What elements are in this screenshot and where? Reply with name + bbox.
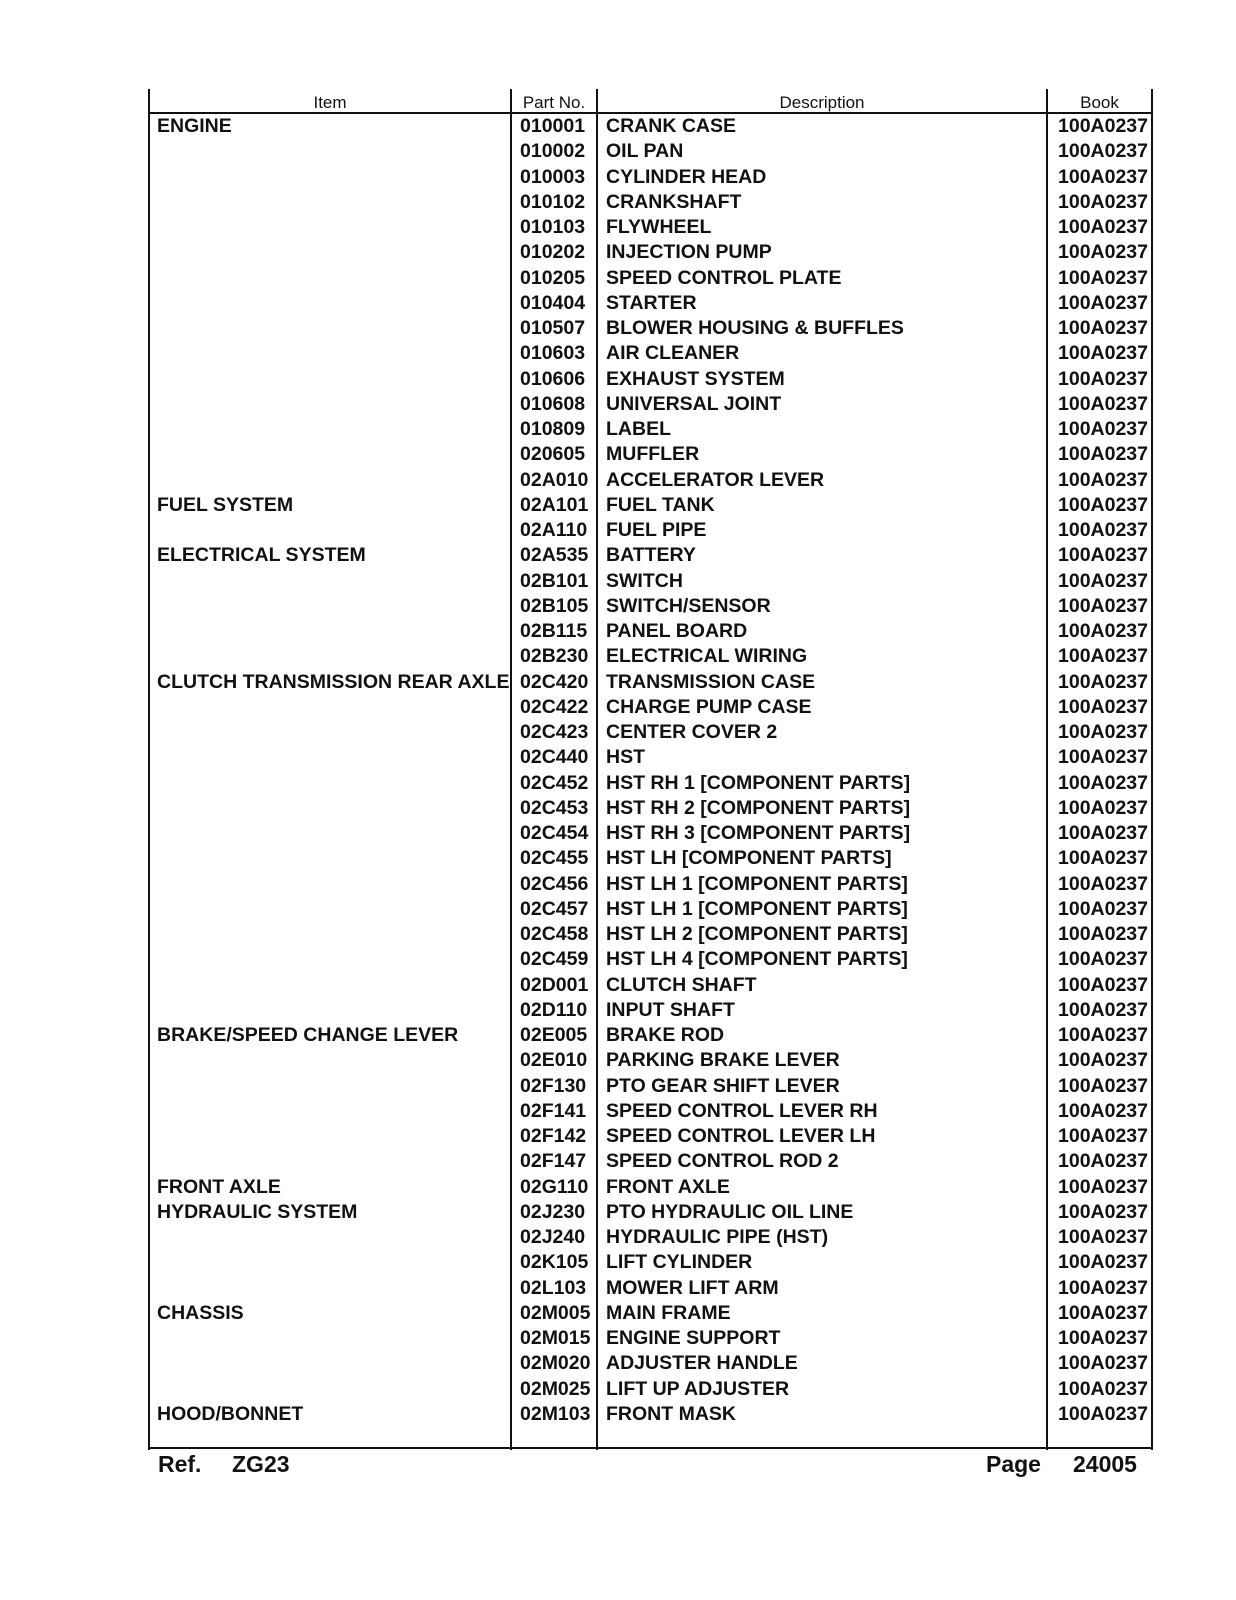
row-part-no: 02K105 bbox=[520, 1251, 589, 1274]
row-description: ACCELERATOR LEVER bbox=[606, 468, 825, 491]
table-row bbox=[0, 594, 1236, 619]
row-book: 100A0237 bbox=[1058, 216, 1148, 238]
row-part-no: 02C454 bbox=[520, 822, 589, 844]
row-book: 100A0237 bbox=[1058, 317, 1148, 339]
row-part-no: 02A010 bbox=[520, 468, 589, 491]
row-book: 100A0237 bbox=[1058, 1074, 1148, 1097]
footer-ref-value: ZG23 bbox=[232, 1451, 290, 1477]
table-row bbox=[0, 846, 1236, 871]
table-row bbox=[0, 417, 1236, 442]
row-book: 100A0237 bbox=[1058, 468, 1148, 491]
row-part-no: 02F147 bbox=[520, 1150, 587, 1173]
header-description: Description bbox=[779, 93, 865, 112]
row-description: SWITCH/SENSOR bbox=[606, 594, 771, 617]
table-row bbox=[0, 1276, 1236, 1301]
row-book: 100A0237 bbox=[1058, 1099, 1148, 1122]
table-row bbox=[0, 518, 1236, 543]
row-description: SPEED CONTROL ROD 2 bbox=[606, 1150, 839, 1173]
row-part-no: 02C453 bbox=[520, 796, 589, 819]
row-description: SPEED CONTROL LEVER LH bbox=[606, 1125, 876, 1147]
row-description: PTO HYDRAULIC OIL LINE bbox=[606, 1200, 854, 1223]
row-part-no: 010003 bbox=[520, 165, 586, 188]
row-description: HST LH 2 [COMPONENT PARTS] bbox=[606, 923, 908, 945]
row-item: HYDRAULIC SYSTEM bbox=[157, 1200, 358, 1223]
row-book: 100A0237 bbox=[1058, 1226, 1148, 1248]
row-part-no: 02A110 bbox=[520, 519, 588, 541]
row-part-no: 02J240 bbox=[520, 1226, 586, 1248]
row-part-no: 010608 bbox=[520, 392, 586, 415]
row-part-no: 02B230 bbox=[520, 645, 589, 668]
row-description: BLOWER HOUSING & BUFFLES bbox=[606, 317, 904, 339]
row-part-no: 010606 bbox=[520, 367, 586, 390]
row-description: CYLINDER HEAD bbox=[606, 165, 767, 188]
table-row bbox=[0, 316, 1236, 341]
row-item: ELECTRICAL SYSTEM bbox=[157, 544, 366, 567]
row-description: FLYWHEEL bbox=[606, 216, 712, 238]
table-row bbox=[0, 190, 1236, 215]
row-description: SWITCH bbox=[606, 569, 683, 592]
row-description: HST RH 2 [COMPONENT PARTS] bbox=[606, 796, 911, 819]
row-book: 100A0237 bbox=[1058, 1251, 1148, 1274]
table-row bbox=[0, 1074, 1236, 1099]
row-part-no: 010002 bbox=[520, 140, 586, 163]
row-description: HST RH 1 [COMPONENT PARTS] bbox=[606, 771, 911, 794]
row-book: 100A0237 bbox=[1058, 796, 1148, 819]
row-book: 100A0237 bbox=[1058, 1276, 1148, 1299]
row-book: 100A0237 bbox=[1058, 190, 1148, 213]
row-part-no: 02C440 bbox=[520, 746, 589, 769]
row-part-no: 02E010 bbox=[520, 1049, 588, 1072]
row-part-no: 02M103 bbox=[520, 1402, 591, 1425]
row-part-no: 02A101 bbox=[520, 493, 589, 516]
header-item: Item bbox=[313, 93, 347, 112]
table-row bbox=[0, 215, 1236, 240]
row-part-no: 010001 bbox=[520, 115, 586, 137]
row-part-no: 02C422 bbox=[520, 695, 589, 718]
table-row bbox=[0, 165, 1236, 190]
row-book: 100A0237 bbox=[1058, 1377, 1148, 1400]
row-description: HST LH 4 [COMPONENT PARTS] bbox=[606, 948, 908, 971]
row-description: HST RH 3 [COMPONENT PARTS] bbox=[606, 822, 911, 844]
row-part-no: 010603 bbox=[520, 342, 586, 365]
table-row bbox=[0, 1099, 1236, 1124]
table-row bbox=[0, 1301, 1236, 1326]
row-description: CRANK CASE bbox=[606, 115, 737, 137]
table-row bbox=[0, 619, 1236, 644]
row-part-no: 02D110 bbox=[520, 998, 588, 1021]
table-row bbox=[0, 998, 1236, 1023]
row-book: 100A0237 bbox=[1058, 973, 1148, 996]
row-item: HOOD/BONNET bbox=[157, 1402, 304, 1425]
row-book: 100A0237 bbox=[1058, 1125, 1148, 1147]
row-description: FRONT MASK bbox=[606, 1402, 736, 1425]
row-description: PANEL BOARD bbox=[606, 620, 748, 642]
row-description: SPEED CONTROL LEVER RH bbox=[606, 1099, 878, 1122]
row-part-no: 010202 bbox=[520, 241, 586, 264]
row-description: FUEL TANK bbox=[606, 493, 715, 516]
row-part-no: 010103 bbox=[520, 216, 586, 238]
table-row bbox=[0, 1351, 1236, 1376]
row-book: 100A0237 bbox=[1058, 771, 1148, 794]
row-description: HYDRAULIC PIPE (HST) bbox=[606, 1226, 829, 1248]
row-item: BRAKE/SPEED CHANGE LEVER bbox=[157, 1024, 459, 1046]
row-book: 100A0237 bbox=[1058, 367, 1148, 390]
row-part-no: 010205 bbox=[520, 266, 586, 289]
row-description: FRONT AXLE bbox=[606, 1175, 730, 1198]
row-book: 100A0237 bbox=[1058, 1301, 1148, 1324]
table-row bbox=[0, 1124, 1236, 1149]
row-description: BRAKE ROD bbox=[606, 1024, 725, 1046]
row-description: HST bbox=[606, 746, 645, 769]
row-description: CRANKSHAFT bbox=[606, 190, 742, 213]
row-description: PARKING BRAKE LEVER bbox=[606, 1049, 840, 1072]
row-book: 100A0237 bbox=[1058, 418, 1148, 440]
row-part-no: 02F142 bbox=[520, 1125, 587, 1147]
row-part-no: 02M005 bbox=[520, 1301, 591, 1324]
row-part-no: 02G110 bbox=[520, 1175, 589, 1198]
table-row bbox=[0, 1250, 1236, 1275]
row-book: 100A0237 bbox=[1058, 392, 1148, 415]
row-part-no: 02C457 bbox=[520, 897, 589, 920]
row-description: ADJUSTER HANDLE bbox=[606, 1352, 798, 1375]
row-book: 100A0237 bbox=[1058, 721, 1148, 743]
row-part-no: 02J230 bbox=[520, 1200, 586, 1223]
row-part-no: 010404 bbox=[520, 291, 586, 314]
row-description: MAIN FRAME bbox=[606, 1301, 731, 1324]
row-book: 100A0237 bbox=[1058, 998, 1148, 1021]
row-book: 100A0237 bbox=[1058, 670, 1148, 693]
row-description: BATTERY bbox=[606, 544, 696, 567]
row-description: ENGINE SUPPORT bbox=[606, 1327, 781, 1349]
table-row bbox=[0, 796, 1236, 821]
row-part-no: 02C423 bbox=[520, 721, 589, 743]
table-row bbox=[0, 1377, 1236, 1402]
row-description: LIFT CYLINDER bbox=[606, 1251, 753, 1274]
row-part-no: 02B101 bbox=[520, 569, 589, 592]
row-description: UNIVERSAL JOINT bbox=[606, 392, 782, 415]
row-description: PTO GEAR SHIFT LEVER bbox=[606, 1074, 840, 1097]
row-description: CENTER COVER 2 bbox=[606, 721, 778, 743]
table-row bbox=[0, 973, 1236, 998]
table-row bbox=[0, 139, 1236, 164]
row-part-no: 020605 bbox=[520, 443, 586, 466]
row-description: STARTER bbox=[606, 291, 697, 314]
table-row bbox=[0, 947, 1236, 972]
table-row bbox=[0, 266, 1236, 291]
table-row bbox=[0, 1149, 1236, 1174]
table-row bbox=[0, 720, 1236, 745]
row-book: 100A0237 bbox=[1058, 746, 1148, 769]
row-book: 100A0237 bbox=[1058, 948, 1148, 971]
row-book: 100A0237 bbox=[1058, 443, 1148, 466]
row-description: INJECTION PUMP bbox=[606, 241, 772, 264]
row-description: OIL PAN bbox=[606, 140, 684, 163]
row-description: LIFT UP ADJUSTER bbox=[606, 1377, 790, 1400]
row-description: CHARGE PUMP CASE bbox=[606, 695, 812, 718]
header-book: Book bbox=[1080, 93, 1119, 112]
row-part-no: 02C420 bbox=[520, 670, 589, 693]
row-book: 100A0237 bbox=[1058, 115, 1148, 137]
row-description: CLUTCH SHAFT bbox=[606, 973, 757, 996]
row-book: 100A0237 bbox=[1058, 594, 1148, 617]
row-item: FUEL SYSTEM bbox=[157, 493, 294, 516]
row-book: 100A0237 bbox=[1058, 1200, 1148, 1223]
table-row bbox=[0, 1200, 1236, 1225]
table-row bbox=[0, 1175, 1236, 1200]
table-row bbox=[0, 1225, 1236, 1250]
row-description: EXHAUST SYSTEM bbox=[606, 367, 785, 390]
row-part-no: 02F141 bbox=[520, 1099, 587, 1122]
footer-page-value: 24005 bbox=[1073, 1451, 1137, 1477]
table-row bbox=[0, 644, 1236, 669]
row-book: 100A0237 bbox=[1058, 847, 1148, 870]
row-part-no: 02M025 bbox=[520, 1377, 591, 1400]
table-row bbox=[0, 1326, 1236, 1351]
table-row bbox=[0, 1402, 1236, 1427]
row-book: 100A0237 bbox=[1058, 266, 1148, 289]
table-row bbox=[0, 543, 1236, 568]
row-part-no: 02L103 bbox=[520, 1276, 587, 1299]
table-row bbox=[0, 367, 1236, 392]
table-row bbox=[0, 872, 1236, 897]
row-part-no: 02B115 bbox=[520, 620, 588, 642]
row-book: 100A0237 bbox=[1058, 1049, 1148, 1072]
row-part-no: 02A535 bbox=[520, 544, 589, 567]
table-row bbox=[0, 569, 1236, 594]
row-book: 100A0237 bbox=[1058, 1024, 1148, 1046]
table-bottom-rule bbox=[148, 1447, 1153, 1449]
row-part-no: 02E005 bbox=[520, 1024, 588, 1046]
row-part-no: 010809 bbox=[520, 418, 586, 440]
table-row bbox=[0, 745, 1236, 770]
table-row bbox=[0, 240, 1236, 265]
row-book: 100A0237 bbox=[1058, 1352, 1148, 1375]
row-part-no: 02C456 bbox=[520, 872, 589, 895]
footer-page-label: Page bbox=[986, 1451, 1041, 1477]
table-row bbox=[0, 922, 1236, 947]
row-item: ENGINE bbox=[157, 115, 232, 137]
table-row bbox=[0, 897, 1236, 922]
table-row bbox=[0, 442, 1236, 467]
row-description: MOWER LIFT ARM bbox=[606, 1276, 779, 1299]
row-part-no: 02C458 bbox=[520, 923, 589, 945]
row-part-no: 02F130 bbox=[520, 1074, 587, 1097]
row-part-no: 010102 bbox=[520, 190, 586, 213]
footer-ref-label: Ref. bbox=[158, 1451, 202, 1477]
row-description: ELECTRICAL WIRING bbox=[606, 645, 808, 668]
row-description: SPEED CONTROL PLATE bbox=[606, 266, 842, 289]
table-row bbox=[0, 771, 1236, 796]
table-row bbox=[0, 341, 1236, 366]
row-part-no: 02D001 bbox=[520, 973, 589, 996]
row-book: 100A0237 bbox=[1058, 544, 1148, 567]
row-book: 100A0237 bbox=[1058, 822, 1148, 844]
row-item: CLUTCH TRANSMISSION REAR AXLE bbox=[157, 670, 510, 693]
row-item: FRONT AXLE bbox=[157, 1175, 281, 1198]
row-description: HST LH 1 [COMPONENT PARTS] bbox=[606, 897, 908, 920]
row-book: 100A0237 bbox=[1058, 695, 1148, 718]
row-part-no: 02C452 bbox=[520, 771, 589, 794]
row-description: TRANSMISSION CASE bbox=[606, 670, 816, 693]
parts-table-body bbox=[0, 114, 1236, 1427]
row-book: 100A0237 bbox=[1058, 140, 1148, 163]
row-part-no: 02M015 bbox=[520, 1327, 591, 1349]
row-part-no: 010507 bbox=[520, 317, 586, 339]
row-description: HST LH [COMPONENT PARTS] bbox=[606, 847, 892, 870]
row-book: 100A0237 bbox=[1058, 620, 1148, 642]
row-item: CHASSIS bbox=[157, 1301, 244, 1324]
row-book: 100A0237 bbox=[1058, 923, 1148, 945]
row-book: 100A0237 bbox=[1058, 1327, 1148, 1349]
row-book: 100A0237 bbox=[1058, 569, 1148, 592]
table-row bbox=[0, 1048, 1236, 1073]
row-part-no: 02B105 bbox=[520, 594, 589, 617]
row-book: 100A0237 bbox=[1058, 291, 1148, 314]
row-description: MUFFLER bbox=[606, 443, 700, 466]
row-book: 100A0237 bbox=[1058, 165, 1148, 188]
row-book: 100A0237 bbox=[1058, 897, 1148, 920]
row-book: 100A0237 bbox=[1058, 493, 1148, 516]
row-description: FUEL PIPE bbox=[606, 519, 707, 541]
header-part-no: Part No. bbox=[522, 93, 586, 112]
row-description: INPUT SHAFT bbox=[606, 998, 735, 1021]
table-row bbox=[0, 392, 1236, 417]
row-book: 100A0237 bbox=[1058, 519, 1148, 541]
row-book: 100A0237 bbox=[1058, 645, 1148, 668]
row-book: 100A0237 bbox=[1058, 1150, 1148, 1173]
table-row bbox=[0, 291, 1236, 316]
table-row bbox=[0, 114, 1236, 139]
row-part-no: 02C459 bbox=[520, 948, 589, 971]
row-book: 100A0237 bbox=[1058, 872, 1148, 895]
row-book: 100A0237 bbox=[1058, 241, 1148, 264]
table-row bbox=[0, 468, 1236, 493]
row-description: AIR CLEANER bbox=[606, 342, 740, 365]
table-row bbox=[0, 670, 1236, 695]
row-book: 100A0237 bbox=[1058, 1402, 1148, 1425]
row-part-no: 02C455 bbox=[520, 847, 589, 870]
table-row bbox=[0, 1023, 1236, 1048]
row-book: 100A0237 bbox=[1058, 1175, 1148, 1198]
table-row bbox=[0, 493, 1236, 518]
row-part-no: 02M020 bbox=[520, 1352, 591, 1375]
row-book: 100A0237 bbox=[1058, 342, 1148, 365]
table-row bbox=[0, 821, 1236, 846]
table-row bbox=[0, 695, 1236, 720]
row-description: LABEL bbox=[606, 418, 671, 440]
row-description: HST LH 1 [COMPONENT PARTS] bbox=[606, 872, 908, 895]
